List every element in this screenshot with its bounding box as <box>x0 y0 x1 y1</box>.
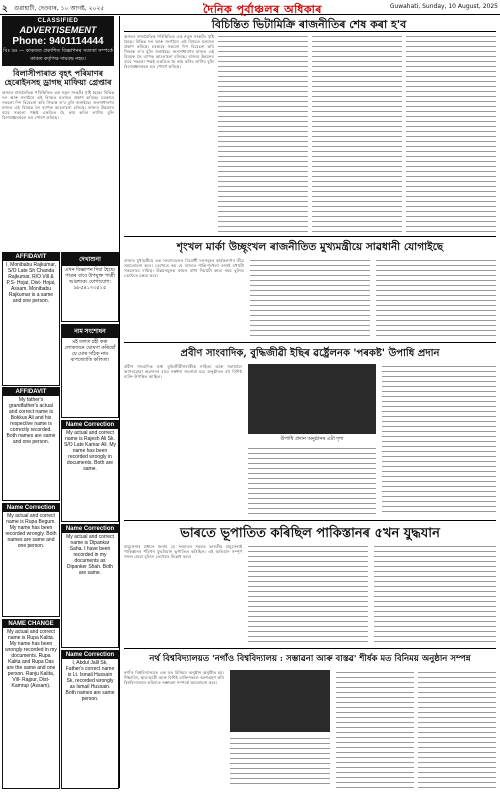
name-correction-text-4: I, Abdul Jalil Sk, Father's correct name is Lt. Ismail Hussain Sk, recorded wrongly as Ismail Hussain. Both names are same person. <box>65 660 115 702</box>
top-feature-headline: বিচিন্তিত ভিটামিক্ৰি ৰাজনীতিৰ শেষ কৰা হ'ব <box>211 18 407 31</box>
name-correction-text-1: My actual and correct name is Rupa Begum. My name has been recorded wrongly. Both names are same and one person. <box>5 513 57 549</box>
headline-3-photo <box>248 364 376 434</box>
classified-title: ADVERTISEMENT <box>19 25 97 35</box>
headline-5-col-1: নগাঁও বিশ্ববিদ্যালয়ত এক মত বিনিময় অনুষ্ঠান অনুষ্ঠিত হয়। শিক্ষাবিদ, ছাত্ৰ-ছাত্ৰী আৰু বিশিষ্ট ব্যক্তিসকলে অংশগ্ৰহণ কৰি বিশ্ববিদ্যালয়ৰ ভৱিষ্যত সম্ভাৱনা সম্পৰ্কে আলোচনা কৰে। <box>124 670 224 685</box>
date-left: গুৱাহাটী, দেওবাৰ, ১০ আগষ্ট, ২০২৫ <box>14 5 105 12</box>
headline-4-col-1: বায়ুসেনাৰ প্ৰধানে জনায় যে সংঘাতৰ সময়ত ভাৰতীয় বায়ুসেনাই পাকিস্তানৰ পাঁচখন যুদ্ধবিমান ভূপাতিত কৰিছিল। এই অভিযান সম্পূৰ্ণ সফল হোৱা বুলিও তেখেতে উল্লেখ কৰে। <box>124 544 242 559</box>
top-feature-col-4 <box>406 34 496 232</box>
name-correction-title-4: Name Correction <box>62 651 118 659</box>
name-correction-box-4 <box>61 650 119 789</box>
notice-text: এখন বিজ্ঞাপন দিয়া হৈছে। পাত্ৰৰ বাবে উপযুক্ত পাত্ৰী আৱশ্যক। যোগাযোগ: ৯৮৫৪১৭৩৫২৫ <box>64 267 116 291</box>
masthead <box>0 0 500 15</box>
notice-title: দেখাশুনা <box>62 253 118 266</box>
newspaper-logo: দৈনিক পূৰ্বাঞ্চলৰ অধিকাৰ <box>203 3 322 16</box>
name-correction-box-3 <box>61 524 119 648</box>
headline-4-col-2 <box>248 544 368 644</box>
name-change-text: My actual and correct name is Rupa Kalita. My name has been wrongly recorded in my documents. Rupa Kalita and Rupa Das are the same and one person. Ranju Kalita, Vill- Rajpur, Dist- Kamrup (Assam). <box>5 629 57 689</box>
classified-banner <box>2 16 114 66</box>
headline-3: প্ৰবীণ সাংবাদিক, বুদ্ধিজীৱী ইছিৰ ৱৰ্ষ্ট্ৰেলনক 'পৰকষ্ট' উপাধি প্ৰদান <box>180 348 440 359</box>
headline-2-col-2 <box>250 258 370 338</box>
section-rule-5 <box>124 648 496 649</box>
column-divider <box>119 16 120 788</box>
name-box-text: মই তলত চহী কৰা লোকজনে ঘোষণা কৰিছোঁ যে মোৰ সঠিক নাম ৰূপজ্যোতি কলিতা। <box>64 339 116 363</box>
date-right: Guwahati, Sunday, 10 August, 2025 <box>389 3 498 10</box>
headline-4: ভাৰতে ভূপাতিত কৰিছিল পাকিস্তানৰ ৫খন যুদ্ধযান <box>180 526 440 541</box>
name-correction-box-2 <box>61 420 119 522</box>
affidavit-title-2: AFFIDAVIT <box>3 388 59 396</box>
headline-3-col-3 <box>382 364 496 516</box>
name-correction-title-2: Name Correction <box>62 421 118 429</box>
name-box-title: নাম সংশোধন <box>62 325 118 338</box>
headline-3-photo-caption: উপাধি প্ৰদান অনুষ্ঠানৰ এটা দৃশ্য <box>280 436 344 442</box>
headline-2-col-3 <box>376 258 496 338</box>
affidavit-title-1: AFFIDAVIT <box>3 253 59 261</box>
name-change-title: NAME CHANGE <box>3 620 59 628</box>
ad-headline: বিলাসীপাৰাত বৃহৎ পৰিমাণৰ হেৰোইনসহ ড্ৰাগছ মাফিয়া গ্ৰেপ্তাৰ <box>4 68 112 87</box>
classified-phone: Phone: 9401114444 <box>12 36 104 47</box>
name-correction-text-2: My actual and correct name is Rajesh Ali Sk. S/O Late Kamar Ali. My name has been recorded wrongly in documents. Both are same. <box>64 430 116 472</box>
headline-3-col-2 <box>248 446 376 516</box>
headline-rule-1 <box>124 31 496 32</box>
affidavit-text-1: I, Monibabu Rajkumar, S/O Late Sh Chanda Rajkumar, R/O Vill & P.S- Hojai, Dist- Hojai, Assam. Monibabu Rajkumar is a same and one person. <box>5 262 57 304</box>
name-change-box <box>2 619 60 789</box>
headline-5-photo <box>230 670 330 732</box>
top-feature-col-3 <box>312 34 402 232</box>
name-correction-box-1 <box>2 503 60 617</box>
headline-4-col-3 <box>374 544 496 644</box>
headline-5: নৰ্থ বিশ্ববিদ্যালয়ত 'নগাঁও বিশ্ববিদ্যালয় : সম্ভাৱনা আৰু বাস্তৱ' শীৰ্ষক মত বিনিময় অনুষ্ঠান সম্পন্ন <box>149 654 471 664</box>
affidavit-text-2: My father's grandfather's actual and correct name is Bokkus Ali and his respective name is correctly recorded. Both names are same and one person. <box>6 397 56 445</box>
headline-5-col-2 <box>230 736 330 788</box>
section-rule-4 <box>124 520 496 521</box>
affidavit-box-2 <box>2 387 60 501</box>
section-rule-2 <box>124 236 496 237</box>
section-rule-3 <box>124 342 496 343</box>
name-correction-text-3: My actual and correct name is Dipankar Saha. I have been recorded in my documents as Dipanker Shah. Both are same. <box>66 534 114 576</box>
top-feature-col-1: অসমৰ ৰাজনৈতিক পৰিস্থিতিত এক নতুন সংকটৰ সৃষ্টি হৈছে। বিভিন্ন দল আৰু সংগঠনে এই বিষয়ত মতামত প্ৰকাশ কৰিছে। চৰকাৰে সকলো দিশ বিবেচনা কৰি সিদ্ধান্ত ল'ব বুলি জনাইছে। জনসাধাৰণৰ মাজত এই বিষয়ক লৈ ব্যাপক আলোচনা চলিছে। ৰাজ্যৰ উন্নয়নৰ বাবে সকলো পক্ষই একত্ৰিত হৈ কাম কৰিব লাগিব বুলি বিশেষজ্ঞসকলে মত পোষণ কৰিছে। <box>124 34 214 69</box>
name-correction-title-3: Name Correction <box>62 525 118 533</box>
name-box <box>61 324 119 418</box>
notice-box <box>61 252 119 322</box>
classified-note: বিঃ দ্ৰঃ — কাকতত প্ৰকাশিত বিজ্ঞাপনৰ সত্যতা সম্পৰ্কে কাকত কৰ্তৃপক্ষ দায়বদ্ধ নহয়। <box>3 48 113 62</box>
headline-5-col-3 <box>336 670 414 788</box>
headline-5-col-4 <box>418 670 496 788</box>
top-feature-col-2 <box>218 34 308 232</box>
name-correction-title-1: Name Correction <box>3 504 59 512</box>
headline-2-col-1: ৰাজ্যৰ মুখ্যমন্ত্ৰীয়ে এক সংবাদমেলত বিৰোধী দলসমূহৰ কাৰ্যকলাপৰ তীব্ৰ সমালোচনা কৰে। তেখেতে কয় যে ৰাজ্যত শান্তি-শৃংখলা বজাই ৰখাটো সকলোৰে দায়িত্ব। উন্নয়নমূলক কামত বাধা দিয়াটো কাম্য নহয় বুলিও তেখেতে মন্তব্য কৰে। <box>124 258 244 278</box>
affidavit-box-1 <box>2 252 60 386</box>
headline-2: শৃংখল মাৰ্কা উচ্ছৃংখল ৰাজনীতিত মুখ্যমন্ত্ৰীয়ে সাৱধানী যোগাইছে <box>176 241 444 253</box>
classified-label: CLASSIFIED <box>37 18 79 24</box>
page-number: ২ <box>2 4 8 14</box>
ad-story-text: অসমৰ ৰাজনৈতিক পৰিস্থিতিত এক নতুন সংকটৰ সৃষ্টি হৈছে। বিভিন্ন দল আৰু সংগঠনে এই বিষয়ত মতামত প্ৰকাশ কৰিছে। চৰকাৰে সকলো দিশ বিবেচনা কৰি সিদ্ধান্ত ল'ব বুলি জনাইছে। জনসাধাৰণৰ মাজত এই বিষয়ক লৈ ব্যাপক আলোচনা চলিছে। ৰাজ্যৰ উন্নয়নৰ বাবে সকলো পক্ষই একত্ৰিত হৈ কাম কৰিব লাগিব বুলি বিশেষজ্ঞসকলে মত পোষণ কৰিছে। <box>2 90 114 120</box>
headline-3-col-1: প্ৰবীণ সাংবাদিক তথা বুদ্ধিজীৱীগৰাকীক সাহিত্য আৰু সমাজলৈ আগবঢ়োৱা অৱদানৰ বাবে সম্বৰ্ধনা জনোৱা হয়। অনুষ্ঠানত বহু বিশিষ্ট ব্যক্তি উপস্থিত আছিল। <box>124 364 242 379</box>
